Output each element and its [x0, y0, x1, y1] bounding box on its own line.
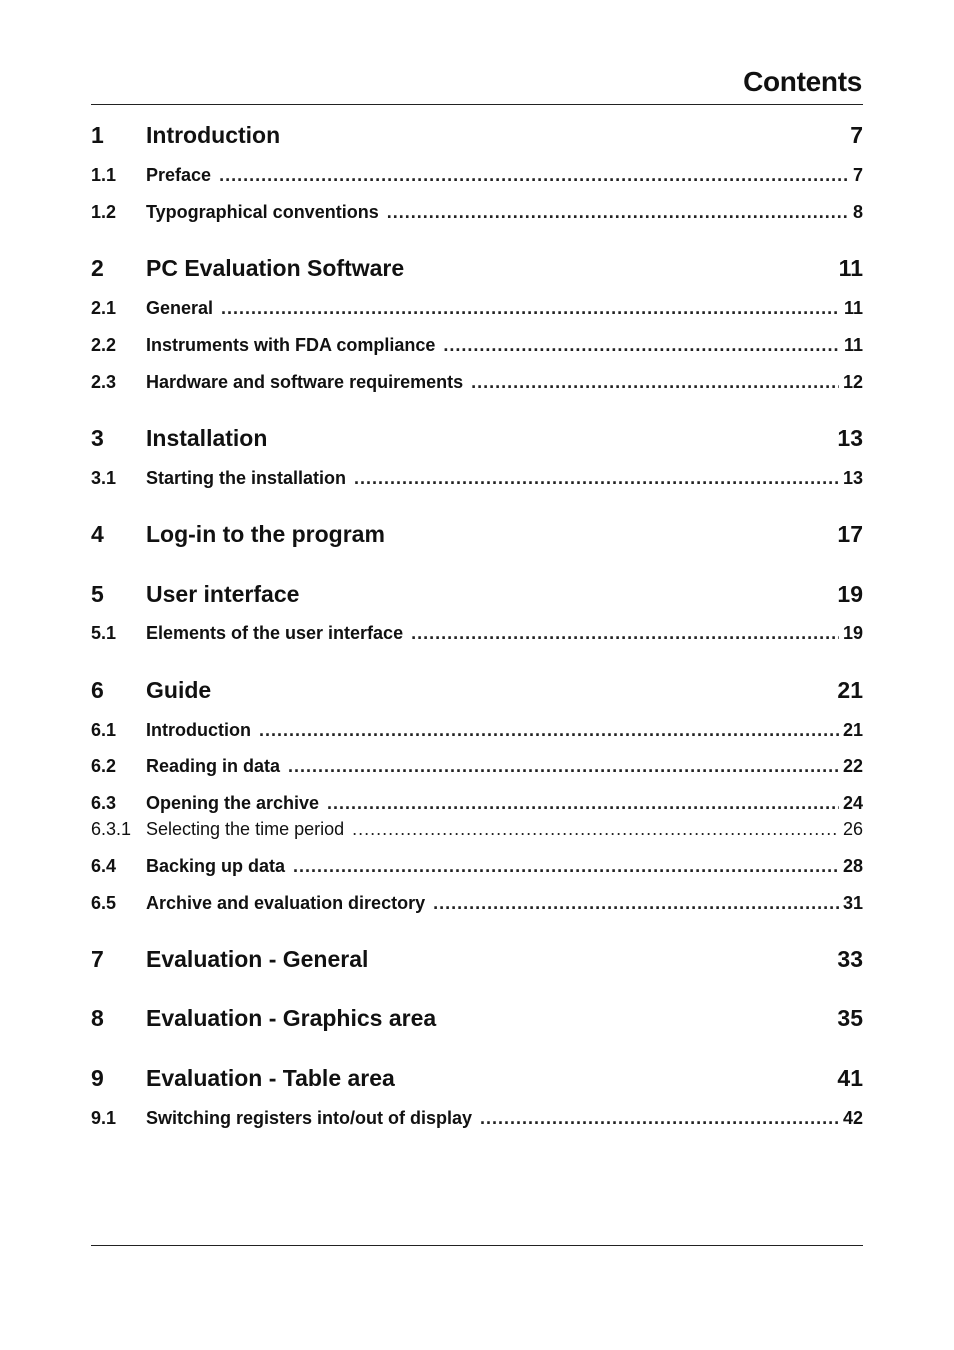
toc-section-2-2[interactable]	[91, 335, 863, 356]
toc-page: 31	[842, 893, 863, 913]
toc-page: 11	[838, 255, 863, 281]
toc-leader	[219, 165, 849, 186]
toc-title: Backing up data	[146, 856, 286, 876]
toc-title: Switching registers into/out of display	[146, 1108, 473, 1128]
toc-chapter-5[interactable]	[91, 581, 863, 608]
toc-page: 11	[843, 298, 863, 318]
toc-page: 17	[837, 521, 863, 547]
toc-page: 13	[842, 468, 863, 488]
toc-number: 3	[91, 425, 104, 451]
toc-section-6-4[interactable]	[91, 856, 863, 877]
toc-page: 13	[837, 425, 863, 451]
toc-leader	[288, 756, 839, 777]
toc-number: 9.1	[91, 1108, 117, 1128]
toc-number: 4	[91, 521, 104, 547]
toc-number: 6.3.1	[91, 819, 132, 839]
toc-title: Archive and evaluation directory	[146, 893, 426, 913]
toc-number: 1.1	[91, 165, 117, 185]
toc-title: Instruments with FDA compliance	[146, 335, 436, 355]
toc-leader	[354, 468, 839, 489]
toc-chapter-3[interactable]	[91, 425, 863, 452]
toc-section-2-3[interactable]	[91, 372, 863, 393]
toc-title: General	[146, 298, 214, 318]
toc-title: Introduction	[146, 122, 281, 148]
toc-number: 5	[91, 581, 104, 607]
toc-title: Installation	[146, 425, 268, 451]
toc-subsection-6-3-1[interactable]	[91, 819, 863, 840]
toc-title: Reading in data	[146, 756, 281, 776]
page-title: Contents	[743, 66, 862, 97]
toc-page: 12	[842, 372, 863, 392]
toc-number: 6.5	[91, 893, 117, 913]
toc-title: Selecting the time period	[146, 819, 345, 839]
toc-title: Opening the archive	[146, 793, 320, 813]
toc-number: 5.1	[91, 623, 117, 643]
toc-number: 2.1	[91, 298, 117, 318]
toc-page: 11	[843, 335, 863, 355]
toc-leader	[471, 372, 839, 393]
toc-page: 35	[837, 1005, 863, 1031]
top-rule	[91, 104, 863, 105]
toc-leader	[221, 298, 840, 319]
toc-leader	[480, 1108, 839, 1129]
toc-chapter-1[interactable]	[91, 122, 863, 149]
toc-title: User interface	[146, 581, 300, 607]
toc-number: 6.3	[91, 793, 117, 813]
toc-section-6-3[interactable]	[91, 793, 863, 814]
toc-number: 6.2	[91, 756, 117, 776]
toc-title: Elements of the user interface	[146, 623, 404, 643]
toc-section-6-2[interactable]	[91, 756, 863, 777]
toc-title: Evaluation - General	[146, 946, 369, 972]
toc-page: 8	[852, 202, 863, 222]
toc-section-3-1[interactable]	[91, 468, 863, 489]
toc-number: 2.3	[91, 372, 117, 392]
toc-leader	[443, 335, 840, 356]
toc-number: 2	[91, 255, 104, 281]
toc-leader	[327, 793, 839, 814]
toc-leader	[293, 856, 839, 877]
toc-leader	[387, 202, 849, 223]
toc-chapter-7[interactable]	[91, 946, 863, 973]
toc-section-1-2[interactable]	[91, 202, 863, 223]
toc-page: 26	[842, 819, 863, 839]
toc-title: Starting the installation	[146, 468, 347, 488]
toc-page: 21	[842, 720, 863, 740]
toc-title: PC Evaluation Software	[146, 255, 405, 281]
toc-section-2-1[interactable]	[91, 298, 863, 319]
toc-title: Log-in to the program	[146, 521, 385, 547]
toc-number: 6.4	[91, 856, 117, 876]
toc-number: 6.1	[91, 720, 117, 740]
toc-leader	[352, 819, 839, 840]
toc-leader	[259, 720, 839, 741]
toc-page: 33	[837, 946, 863, 972]
toc-number: 8	[91, 1005, 104, 1031]
toc-section-9-1[interactable]	[91, 1108, 863, 1129]
toc-page: 24	[842, 793, 863, 813]
toc-page: 19	[842, 623, 863, 643]
toc-number: 6	[91, 677, 104, 703]
toc-chapter-6[interactable]	[91, 677, 863, 704]
toc-leader	[411, 623, 839, 644]
toc-title: Evaluation - Table area	[146, 1065, 395, 1091]
toc-page: 41	[837, 1065, 863, 1091]
toc-page: 22	[842, 756, 863, 776]
toc-section-1-1[interactable]	[91, 165, 863, 186]
toc-title: Preface	[146, 165, 212, 185]
toc-section-6-1[interactable]	[91, 720, 863, 741]
toc-page: 42	[842, 1108, 863, 1128]
toc-title: Guide	[146, 677, 212, 703]
toc-number: 2.2	[91, 335, 117, 355]
toc-chapter-4[interactable]	[91, 521, 863, 548]
toc-leader	[433, 893, 839, 914]
toc-title: Typographical conventions	[146, 202, 379, 222]
toc-page: 7	[850, 122, 863, 148]
toc-chapter-2[interactable]	[91, 255, 863, 282]
toc-number: 1.2	[91, 202, 117, 222]
toc-number: 9	[91, 1065, 104, 1091]
toc-title: Hardware and software requirements	[146, 372, 464, 392]
toc-number: 3.1	[91, 468, 117, 488]
toc-page: 19	[837, 581, 863, 607]
toc-chapter-8[interactable]	[91, 1005, 863, 1032]
toc-section-6-5[interactable]	[91, 893, 863, 914]
toc-page: 7	[852, 165, 863, 185]
bottom-rule	[91, 1245, 863, 1246]
toc-page: 28	[842, 856, 863, 876]
toc-section-5-1[interactable]	[91, 623, 863, 644]
toc-number: 7	[91, 946, 104, 972]
toc-page: 21	[837, 677, 863, 703]
toc-title: Introduction	[146, 720, 251, 740]
toc-number: 1	[91, 122, 104, 148]
toc-chapter-9[interactable]	[91, 1065, 863, 1092]
toc-title: Evaluation - Graphics area	[146, 1005, 437, 1031]
